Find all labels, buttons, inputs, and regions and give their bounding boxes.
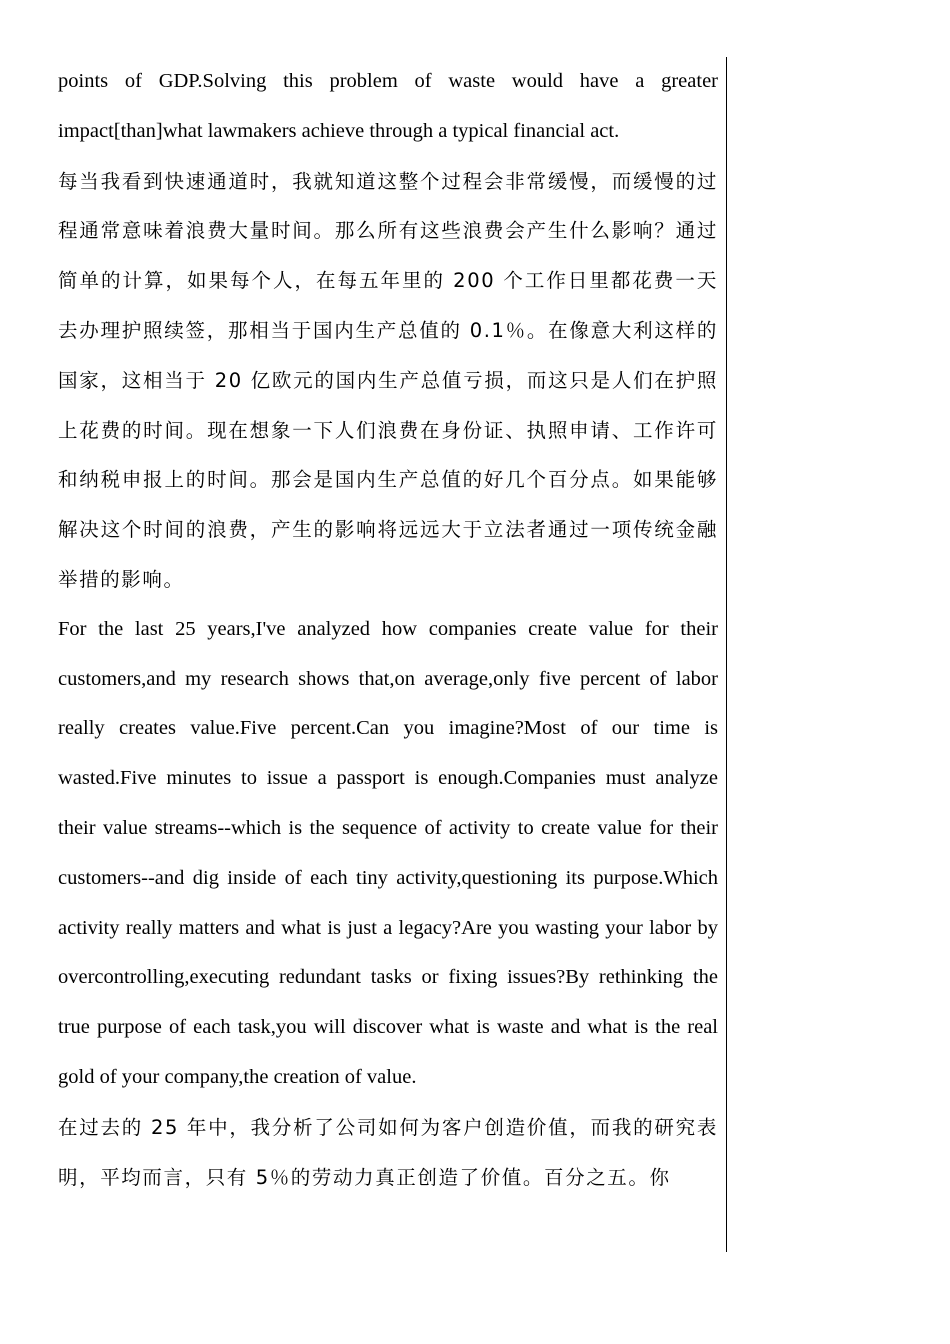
paragraph-chinese-1: 每当我看到快速通道时，我就知道这整个过程会非常缓慢，而缓慢的过程通常意味着浪费大量时间。那么所有这些浪费会产生什么影响？通过简单的计算，如果每个人，在每五年里的 200 个工作日里都花费一天去办理护照续签，那相当于国内生产总值的 0.1％。在像意大利这样的国家，这相当于 20 亿欧元的国内生产总值亏损，而这只是人们在护照上花费的时间。现在想象一下人们浪费在身份证、执照申请、工作许可和纳税申报上的时间。那会是国内生产总值的好几个百分点。如果能够解决这个时间的浪费，产生的影响将远远大于立法者通过一项传统金融举措的影响。 xyxy=(58,169,718,591)
right-margin-rule xyxy=(726,57,727,1252)
paragraph-english-1: points of GDP.Solving this problem of waste would have a greater impact[than]what lawmakers achieve through a typical financial act. xyxy=(58,70,718,142)
paragraph-chinese-2: 在过去的 25 年中，我分析了公司如何为客户创造价值，而我的研究表明，平均而言，只有 5％的劳动力真正创造了价值。百分之五。你 xyxy=(58,1115,718,1189)
paragraph-english-2: For the last 25 years,I've analyzed how companies create value for their customers,and my research shows that,on average,only five percent of labor really creates value.Five percent.Can you imagine?Most of our time is wasted.Five minutes to issue a passport is enough.Companies must analyze their value streams--which is the sequence of activity to create value for their customers--and dig inside of each tiny activity,questioning its purpose.Which activity really matters and what is just a legacy?Are you wasting your labor by overcontrolling,executing redundant tasks or fixing issues?By rethinking the true purpose of each task,you will discover what is waste and what is the real gold of your company,the creation of value. xyxy=(58,617,718,1088)
document-body xyxy=(58,57,718,1202)
